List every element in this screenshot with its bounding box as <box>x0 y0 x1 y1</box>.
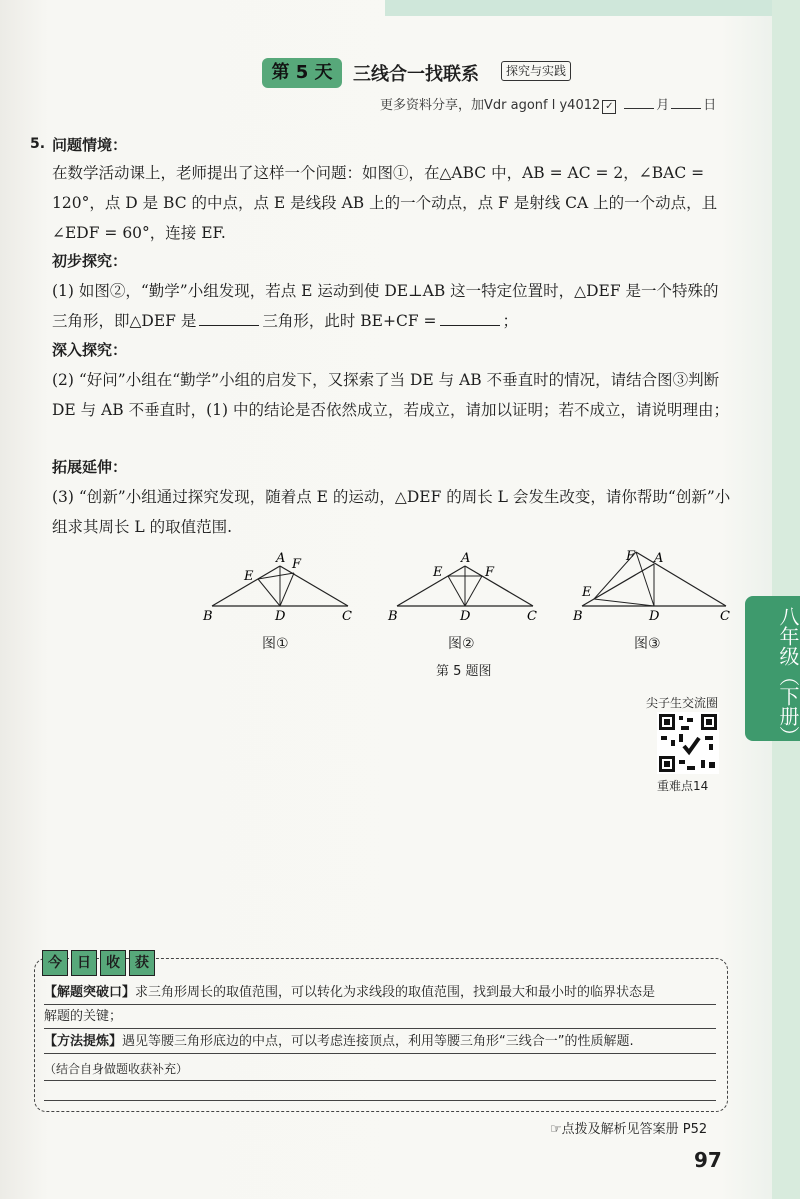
segment-ab <box>582 564 654 606</box>
month-label: 月 <box>656 98 670 113</box>
rule-line-3 <box>44 1053 716 1054</box>
figure-1 <box>200 548 365 632</box>
method-label: 【方法提炼】 <box>44 1034 123 1049</box>
rule-line-2 <box>44 1028 716 1029</box>
harvest-tag-4: 获 <box>129 950 155 976</box>
point-a-label: A <box>276 551 286 566</box>
segment-de <box>594 599 654 606</box>
rule-line-1 <box>44 1004 716 1005</box>
page-number: 97 <box>694 1148 722 1172</box>
segment-de <box>258 579 280 606</box>
share-line <box>380 94 716 114</box>
month-blank <box>624 108 654 109</box>
point-d-label: D <box>275 609 286 624</box>
figure-1-label: 图① <box>262 636 289 652</box>
harvest-tag-3: 收 <box>100 950 126 976</box>
breakthrough-text-a: 求三角形周长的取值范围，可以转化为求线段的取值范围，找到最大和最小时的临界状态是 <box>135 985 656 1000</box>
point-c-label: C <box>527 609 537 624</box>
method-text: 遇见等腰三角形底边的中点，可以考虑连接顶点，利用等腰三角形“三线合一”的性质解题. <box>122 1034 634 1049</box>
category-tag: 探究与实践 <box>501 61 571 81</box>
explore2-text: (2) “好问”小组在“勤学”小组的启发下，又探索了当 DE 与 AB 不垂直时的情况，请结合图③判断 DE 与 AB 不垂直时，(1) 中的结论是否依然成立，若成立，请加以证明；若不成立，请说明理由； <box>52 371 729 419</box>
share-text: 更多资料分享，加Vdr agonf l y4012 <box>380 98 601 113</box>
segment-ac <box>280 566 348 606</box>
breakthrough-label: 【解题突破口】 <box>44 985 136 1000</box>
qr-label: 重难点14 <box>657 779 709 793</box>
extend-text: (3) “创新”小组通过探究发现，随着点 E 的运动，△DEF 的周长 L 会发生改变，请你帮助“创新”小组求其周长 L 的取值范围. <box>52 488 731 536</box>
point-f-label: F <box>292 557 302 572</box>
explore1-paragraph <box>52 276 732 336</box>
supplement-text: （结合自身做题收获补充） <box>44 1062 189 1076</box>
segment-ab <box>397 566 465 606</box>
point-e-label: E <box>433 565 443 580</box>
figure-3-diagram <box>570 548 735 628</box>
qr-title: 尖子生交流圈 <box>646 696 719 710</box>
segment-ac <box>465 566 533 606</box>
segment-df <box>465 576 482 606</box>
point-b-label: B <box>203 609 213 624</box>
explore1-title: 初步探究： <box>52 252 128 270</box>
day-blank <box>671 108 701 109</box>
segment-df <box>636 552 654 606</box>
point-b-label: B <box>388 609 398 624</box>
point-f-label: F <box>485 565 495 580</box>
page-title: 三线合一找联系 <box>353 64 479 85</box>
segment-ray-ca <box>636 552 726 606</box>
grade-side-tab: 八年级（下册） <box>745 596 800 741</box>
top-color-strip <box>385 0 780 16</box>
figure-2-label: 图② <box>448 636 475 652</box>
figure-2-diagram <box>385 548 550 628</box>
rule-line-5 <box>44 1100 716 1101</box>
figure-1-diagram <box>200 548 365 628</box>
explore1-text-b: 三角形，此时 BE+CF = <box>262 312 437 330</box>
question-number: 5. <box>30 136 46 152</box>
extend-title: 拓展延伸： <box>52 458 128 476</box>
answer-blank-2 <box>440 311 500 326</box>
figure-3 <box>570 548 735 632</box>
harvest-tag-1: 今 <box>42 950 68 976</box>
point-e-label: E <box>244 569 254 584</box>
breakthrough-line <box>44 982 716 1004</box>
point-f-label: F <box>626 549 636 564</box>
segment-df <box>280 573 294 606</box>
point-b-label: B <box>573 609 583 624</box>
explore1-text-a: (1) 如图②，“勤学”小组发现，若点 E 运动到使 DE⊥AB 这一特定位置时，△DEF 是一个特殊的三角形，即△DEF 是 <box>52 282 719 330</box>
point-e-label: E <box>582 585 592 600</box>
point-c-label: C <box>342 609 352 624</box>
point-a-label: A <box>654 551 664 566</box>
answer-blank-1 <box>199 311 259 326</box>
checkbox-icon: ✓ <box>602 100 616 114</box>
figure-caption: 第 5 题图 <box>436 664 492 679</box>
situation-text: 在数学活动课上，老师提出了这样一个问题：如图①，在△ABC 中，AB = AC = 2，∠BAC = 120°，点 D 是 BC 的中点，点 E 是线段 AB 上的一个动点，点 F 是射线 CA 上的一个动点，且∠EDF = 60°，连接 EF. <box>52 164 718 242</box>
harvest-tag-2: 日 <box>71 950 97 976</box>
explore2-title: 深入探究： <box>52 341 128 359</box>
segment-de <box>448 576 465 606</box>
harvest-tags <box>42 950 155 976</box>
point-a-label: A <box>461 551 471 566</box>
point-d-label: D <box>649 609 660 624</box>
breakthrough-text-b: 解题的关键； <box>44 1009 123 1024</box>
figure-2 <box>385 548 550 632</box>
explore1-text-c: ； <box>502 312 519 330</box>
point-c-label: C <box>720 609 730 624</box>
method-line <box>44 1031 716 1053</box>
day-label: 日 <box>703 98 717 113</box>
day-badge: 第 5 天 <box>262 58 342 88</box>
point-d-label: D <box>460 609 471 624</box>
answer-reference: ☞点拨及解析见答案册 P52 <box>550 1122 708 1137</box>
rule-line-4 <box>44 1080 716 1081</box>
figure-3-label: 图③ <box>634 636 661 652</box>
qr-code-icon[interactable] <box>657 712 719 774</box>
situation-title: 问题情境： <box>52 136 128 154</box>
